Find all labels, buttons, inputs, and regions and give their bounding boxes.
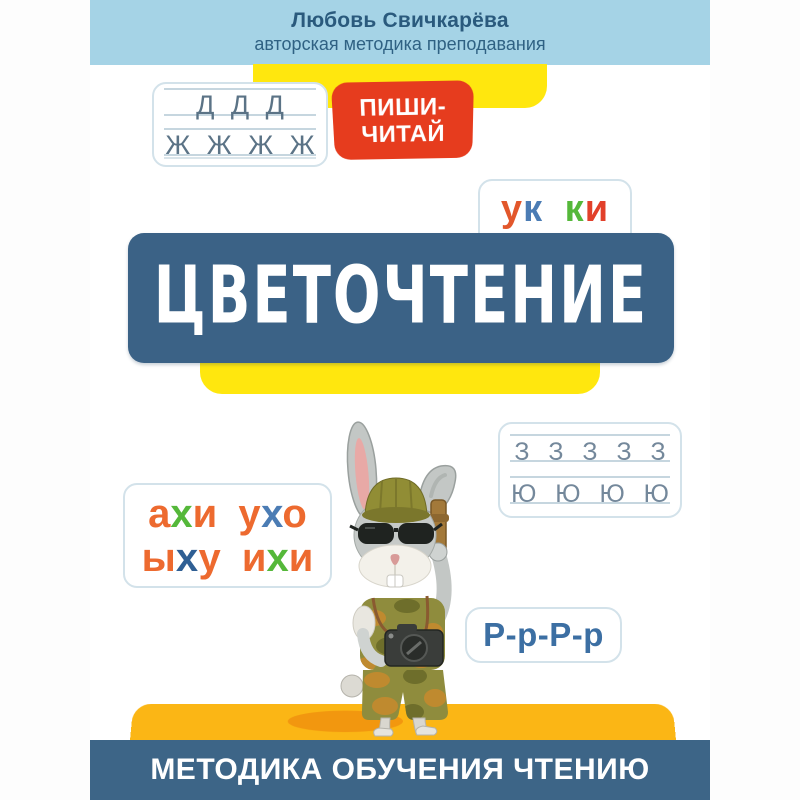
book-cover — [90, 0, 710, 800]
practice-letters-yu: Ю Ю Ю Ю — [511, 480, 669, 508]
practice-letters-zh: Ж Ж Ж Ж — [165, 130, 315, 160]
ruled-row — [164, 88, 316, 120]
colored-word-ahi-uho: ахи ухо — [148, 492, 307, 536]
ruled-row — [510, 434, 670, 466]
title-banner — [128, 233, 674, 363]
sound-card-rrr — [465, 607, 622, 663]
author-subtitle: авторская методика преподавания — [254, 34, 546, 54]
ruled-row — [510, 476, 670, 508]
ruled-row — [164, 128, 316, 160]
rabbit-legs — [374, 718, 437, 736]
practice-letters-d: Д Д Д — [196, 90, 284, 120]
badge-line2: ЧИТАЙ — [360, 120, 446, 149]
book-title: ЦВЕТОЧТЕНИЕ — [153, 250, 649, 343]
footer-text: МЕТОДИКА ОБУЧЕНИЯ ЧТЕНИЮ — [150, 753, 650, 786]
practice-card-d-zh — [152, 82, 328, 167]
badge-line1: ПИШИ- — [358, 93, 447, 122]
cover-header — [90, 0, 710, 65]
cover-footer — [90, 740, 710, 800]
colored-word-uk-ki: ук ки — [500, 188, 610, 230]
colored-word-yhu-ihi: ыху ихи — [141, 536, 314, 580]
author-name: Любовь Свичкарёва — [291, 9, 509, 32]
camo-shorts — [362, 668, 448, 720]
practice-letters-z: З З З З З — [514, 438, 666, 466]
rrr-text: Р-р-Р-р — [483, 616, 604, 653]
badge-text — [332, 93, 474, 149]
badge-pishi-chitai — [331, 80, 474, 160]
practice-card-z-yu — [498, 422, 682, 518]
ruled-line — [164, 157, 316, 159]
rabbit-muzzle — [359, 545, 431, 587]
rabbit-tail — [341, 675, 363, 697]
rabbit-illustration — [335, 418, 485, 738]
syllable-card-ahi-uho — [123, 483, 332, 588]
